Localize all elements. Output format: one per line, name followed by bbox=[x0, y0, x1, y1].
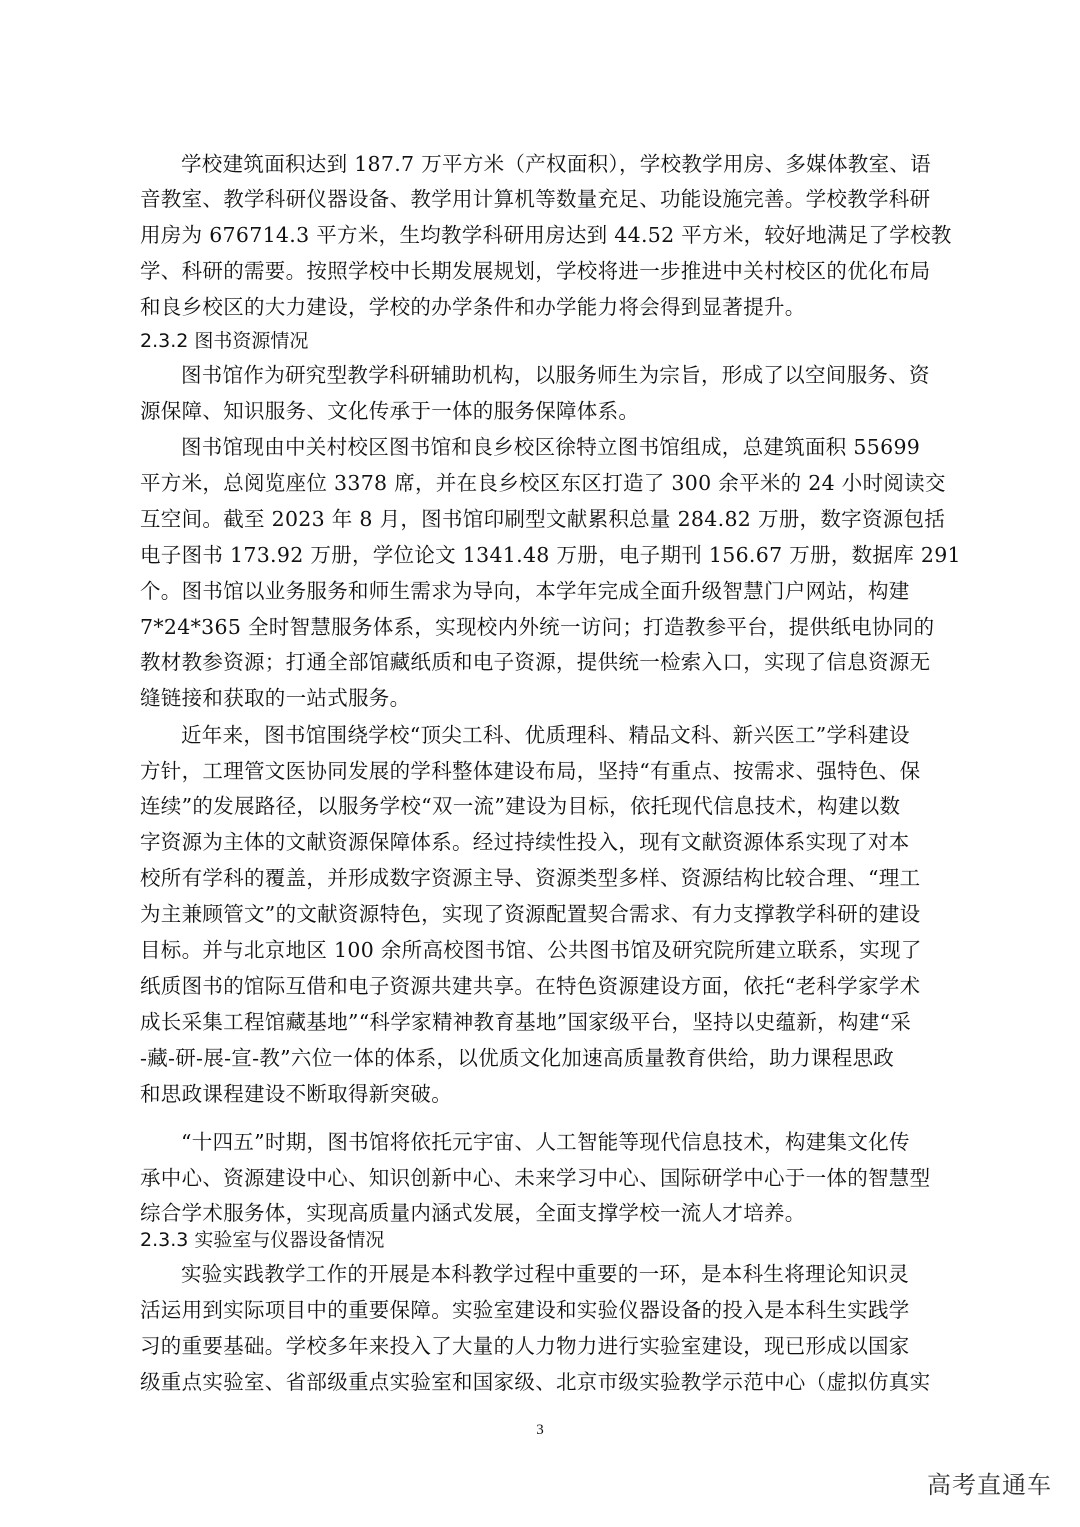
paragraph-line: 和思政课程建设不断取得新突破。 bbox=[140, 1082, 452, 1106]
paragraph-line: 缝链接和获取的一站式服务。 bbox=[140, 686, 411, 710]
paragraph-line: -藏-研-展-宣-教”六位一体的体系，以优质文化加速高质量教育供给，助力课程思政 bbox=[140, 1046, 895, 1070]
paragraph-line: 学校建筑面积达到 187.7 万平方米（产权面积），学校教学用房、多媒体教室、语 bbox=[181, 152, 931, 176]
paragraph-line: 学、科研的需要。按照学校中长期发展规划，学校将进一步推进中关村校区的优化布局 bbox=[140, 259, 931, 283]
paragraph-line: 目标。并与北京地区 100 余所高校图书馆、公共图书馆及研究院所建立联系，实现了 bbox=[140, 938, 922, 962]
paragraph-line: 源保障、知识服务、文化传承于一体的服务保障体系。 bbox=[140, 399, 640, 423]
paragraph-line: 7*24*365 全时智慧服务体系，实现校内外统一访问；打造教参平台，提供纸电协同的 bbox=[140, 615, 935, 639]
paragraph-line: 习的重要基础。学校多年来投入了大量的人力物力进行实验室建设，现已形成以国家 bbox=[140, 1334, 910, 1358]
section-heading-2-3-3: 2.3.3 实验室与仪器设备情况 bbox=[140, 1229, 385, 1251]
paragraph-line: 图书馆现由中关村校区图书馆和良乡校区徐特立图书馆组成，总建筑面积 55699 bbox=[181, 435, 921, 459]
paragraph-line: 电子图书 173.92 万册，学位论文 1341.48 万册，电子期刊 156.67 万册，数据库 291 bbox=[140, 543, 961, 567]
paragraph-line: 和良乡校区的大力建设，学校的办学条件和办学能力将会得到显著提升。 bbox=[140, 295, 806, 319]
paragraph-line: 连续”的发展路径，以服务学校“双一流”建设为目标，依托现代信息技术，构建以数 bbox=[140, 794, 901, 818]
paragraph-line: 近年来，图书馆围绕学校“顶尖工科、优质理科、精品文科、新兴医工”学科建设 bbox=[181, 723, 910, 747]
paragraph-line: 综合学术服务体，实现高质量内涵式发展，全面支撑学校一流人才培养。 bbox=[140, 1201, 806, 1225]
watermark: 高考直通车 bbox=[927, 1471, 1052, 1499]
paragraph-line: 级重点实验室、省部级重点实验室和国家级、北京市级实验教学示范中心（虚拟仿真实 bbox=[140, 1370, 931, 1394]
paragraph-line: 活运用到实际项目中的重要保障。实验室建设和实验仪器设备的投入是本科生实践学 bbox=[140, 1298, 910, 1322]
paragraph-line: 用房为 676714.3 平方米，生均教学科研用房达到 44.52 平方米，较好地满足了学校教 bbox=[140, 223, 952, 247]
paragraph-line: 为主兼顾管文”的文献资源特色，实现了资源配置契合需求、有力支撑教学科研的建设 bbox=[140, 902, 921, 926]
paragraph-line: 字资源为主体的文献资源保障体系。经过持续性投入，现有文献资源体系实现了对本 bbox=[140, 830, 910, 854]
paragraph-line: “十四五”时期，图书馆将依托元宇宙、人工智能等现代信息技术，构建集文化传 bbox=[181, 1130, 910, 1154]
paragraph-line: 成长采集工程馆藏基地”“科学家精神教育基地”国家级平台，坚持以史蕴新，构建“采 bbox=[140, 1010, 912, 1034]
paragraph-line: 平方米，总阅览座位 3378 席，并在良乡校区东区打造了 300 余平米的 24 小时阅读交 bbox=[140, 471, 946, 495]
paragraph-line: 校所有学科的覆盖，并形成数字资源主导、资源类型多样、资源结构比较合理、“理工 bbox=[140, 866, 921, 890]
paragraph-line: 实验实践教学工作的开展是本科教学过程中重要的一环，是本科生将理论知识灵 bbox=[181, 1262, 909, 1286]
paragraph-line: 教材教参资源；打通全部馆藏纸质和电子资源，提供统一检索入口，实现了信息资源无 bbox=[140, 650, 931, 674]
paragraph-line: 图书馆作为研究型教学科研辅助机构，以服务师生为宗旨，形成了以空间服务、资 bbox=[181, 363, 930, 387]
paragraph-line: 承中心、资源建设中心、知识创新中心、未来学习中心、国际研学中心于一体的智慧型 bbox=[140, 1166, 931, 1190]
paragraph-line: 音教室、教学科研仪器设备、教学用计算机等数量充足、功能设施完善。学校教学科研 bbox=[140, 187, 931, 211]
paragraph-line: 方针，工理管文医协同发展的学科整体建设布局，坚持“有重点、按需求、强特色、保 bbox=[140, 759, 921, 783]
paragraph-line: 个。图书馆以业务服务和师生需求为导向，本学年完成全面升级智慧门户网站，构建 bbox=[140, 579, 910, 603]
page-number: 3 bbox=[536, 1422, 544, 1438]
paragraph-line: 纸质图书的馆际互借和电子资源共建共享。在特色资源建设方面，依托“老科学家学术 bbox=[140, 974, 921, 998]
section-heading-2-3-2: 2.3.2 图书资源情况 bbox=[140, 330, 309, 352]
paragraph-line: 互空间。截至 2023 年 8 月，图书馆印刷型文献累积总量 284.82 万册，数字资源包括 bbox=[140, 507, 946, 531]
